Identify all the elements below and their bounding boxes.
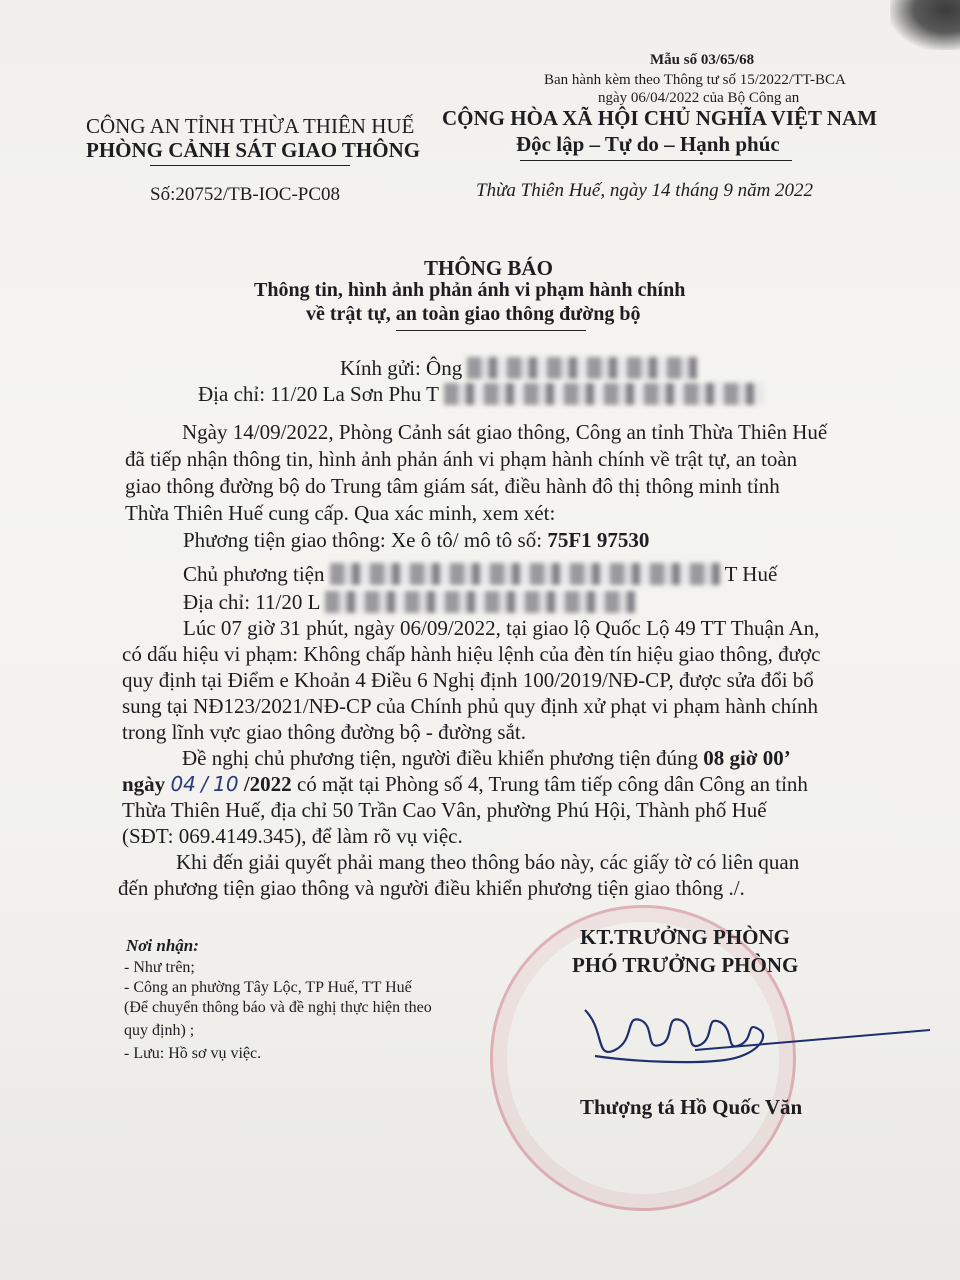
p4-line-2: đến phương tiện giao thông và người điều khiển phương tiện giao thông ./. [118,876,745,900]
vehicle-label: Phương tiện giao thông: Xe ô tô/ mô tô số: [183,528,548,552]
recipients-item-3a: (Để chuyển thông báo và đề nghị thực hiện theo [124,999,432,1016]
form-code: Mẫu số 03/65/68 [650,52,755,68]
doc-subtitle-2: về trật tự, an toàn giao thông đường bộ [306,303,641,325]
signature [575,990,935,1080]
vehicle-plate: 75F1 97530 [547,528,650,552]
owner-label: Chủ phương tiện [183,562,325,586]
p1-line-1: Ngày 14/09/2022, Phòng Cảnh sát giao thông, Công an tỉnh Thừa Thiên Huế [182,420,828,444]
agency-underline [150,165,350,166]
signer-name: Thượng tá Hồ Quốc Văn [580,1095,803,1119]
p2-line-5: trong lĩnh vực giao thông đường bộ - đường sắt. [122,720,526,744]
p3-time: 08 giờ 00’ [703,746,791,770]
p1-line-3: giao thông đường bộ do Trung tâm giám sát, điều hành đô thị thông minh tỉnh [125,474,780,498]
vehicle-line [183,528,649,553]
handwritten-slash: / [201,772,208,796]
p4-line-1: Khi đến giải quyết phải mang theo thông báo này, các giấy tờ có liên quan [176,850,800,874]
p1-line-2: đã tiếp nhận thông tin, hình ảnh phản ánh vi phạm hành chính về trật tự, an toàn [125,447,798,471]
country-line-2: Độc lập – Tự do – Hạnh phúc [516,132,780,156]
p3-line-4: (SĐT: 069.4149.345), để làm rõ vụ việc. [122,824,463,848]
doc-title: THÔNG BÁO [424,256,553,280]
signer-line-1: KT.TRƯỞNG PHÒNG [580,925,790,949]
owner-suffix: T Huế [724,562,778,586]
issued-line-2: ngày 06/04/2022 của Bộ Công an [598,90,800,106]
p2-line-2: có dấu hiệu vi phạm: Không chấp hành hiệu lệnh của đèn tín hiệu giao thông, được [122,642,821,666]
p1-line-4: Thừa Thiên Huế cung cấp. Qua xác minh, xem xét: [125,501,556,525]
issued-line-1: Ban hành kèm theo Thông tư số 15/2022/TT-BCA [544,72,846,88]
recipients-item-1: - Như trên; [124,959,195,976]
agency-line-1: CÔNG AN TỈNH THỪA THIÊN HUẾ [86,114,415,138]
recipients-label: Nơi nhận: [126,936,199,955]
p2-line-3: quy định tại Điểm e Khoản 4 Điều 6 Nghị định 100/2019/NĐ-CP, được sửa đổi bổ [122,668,814,692]
recipient-label: Kính gửi: Ông [340,356,463,380]
p3-line-3: Thừa Thiên Huế, địa chỉ 50 Trần Cao Vân, phường Phú Hội, Thành phố Huế [122,798,767,822]
doc-number: Số:20752/TB-IOC-PC08 [150,184,341,205]
redacted-address [444,383,764,405]
p3-location: có mặt tại Phòng số 4, Trung tâm tiếp công dân Công an tỉnh [291,772,808,796]
motto-underline [520,160,792,161]
photo-shadow [890,0,960,50]
redacted-name [467,357,697,379]
country-line-1: CỘNG HÒA XÃ HỘI CHỦ NGHĨA VIỆT NAM [442,106,878,130]
handwritten-day: 04 [170,772,196,796]
place-date: Thừa Thiên Huế, ngày 14 tháng 9 năm 2022 [476,180,814,201]
owner-address-label: Địa chỉ: 11/20 L [183,590,320,614]
redacted-owner-address [325,591,635,613]
title-underline [396,330,586,331]
redacted-owner [330,563,720,585]
signer-line-2: PHÓ TRƯỞNG PHÒNG [572,953,799,977]
recipients-item-2: - Công an phường Tây Lộc, TP Huế, TT Huế [124,979,412,996]
recipients-item-4: - Lưu: Hồ sơ vụ việc. [124,1045,262,1062]
recipient-address: Địa chỉ: 11/20 La Sơn Phu T [198,382,439,406]
p2-line-4: sung tại NĐ123/2021/NĐ-CP của Chính phủ quy định xử phạt vi phạm hành chính [122,694,818,718]
p3-year: /2022 [243,772,292,796]
p3-day-label: ngày [122,772,166,796]
handwritten-month: 10 [213,772,239,796]
owner-line [183,562,777,587]
p2-line-1: Lúc 07 giờ 31 phút, ngày 06/09/2022, tại giao lộ Quốc Lộ 49 TT Thuận An, [183,616,820,640]
doc-subtitle-1: Thông tin, hình ảnh phản ánh vi phạm hành chính [254,279,686,301]
p3-line-2 [122,772,808,797]
recipient-address-line [198,382,764,407]
p3-line-1 [182,746,791,771]
recipient-line [340,356,697,381]
agency-line-2: PHÒNG CẢNH SÁT GIAO THÔNG [86,138,421,162]
p3-request: Đề nghị chủ phương tiện, người điều khiển phương tiện đúng [182,746,704,770]
owner-address-line [183,590,635,615]
recipients-item-3b: quy định) ; [124,1022,195,1039]
